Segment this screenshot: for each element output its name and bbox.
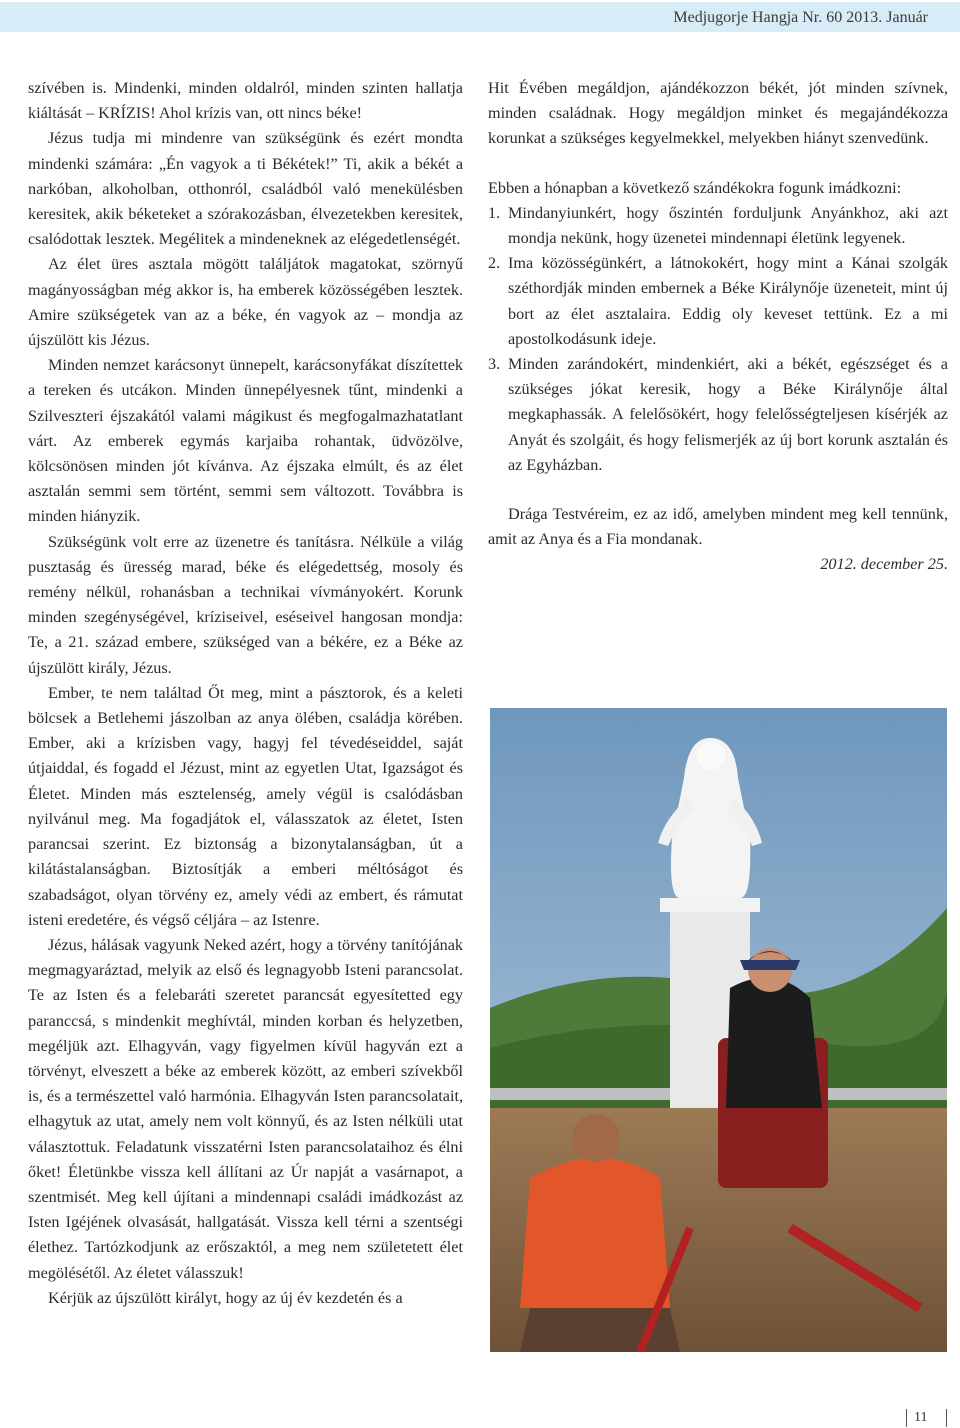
right-column <box>488 76 948 578</box>
paragraph: Az élet üres asztala mögött találjátok magatokat, szörnyű magányosságban még akkor is, ha emberek közösségében lesztek. Amire szükségetek van az a béke, én vagyok az – mondja az újszülött kis Jézus. <box>28 255 463 350</box>
intention-number: 3. <box>488 355 501 374</box>
opening-paragraph: Hit Évében megáldjon, ajándékozzon békét, jót minden szívnek, minden családnak. Hogy megáldjon minket és megajándékozza korunkat a szükséges kegyelmekkel, melyekben hiányt szenvedünk. <box>488 79 948 148</box>
footer-rule-right <box>946 1409 947 1427</box>
paragraph: Ember, te nem találtad Őt meg, mint a pásztorok, és a keleti bölcsek a Betlehemi jászolban az anya ölében, családja körében. Ember, aki a krízisben vagy, hagyj fel tévedéseiddel, saját útjaiddal, és fogadd el Jézust, mint az egyetlen Utat, Igazságot és Életet. Minden más esztelenség, amely végül is csalódásban nyilvánul meg. Ma fogadjátok el, válasszatok az életet, Isten parancsai szerint. Ez biztonság a bizonytalanságban, út a kilátástalanságban. Biztosítják a emberi méltóságot és szabadságot, olyan törvény ez, amely védi az embert, és rámutat isteni eredetére, és végső céljára – az Istenre. <box>28 683 463 929</box>
date-line: 2012. december 25. <box>820 555 948 574</box>
running-title: Medjugorje Hangja Nr. 60 2013. Január <box>673 9 928 26</box>
paragraph: Jézus tudja mi mindenre van szükségünk és ezért mondta mindenki számára: „Én vagyok a ti Békétek!” Ti, akik a békét a narkóban, alkoholban, otthonról, családból való menekülésben keresitek, akik béketeket a szórakozásban, élvezetekben keresitek, csalódottak lesztek. Megélitek a mindeneknek az elégedetlenségét. <box>28 129 463 249</box>
intention-text: Minden zarándokért, mindenkiért, aki a békét, egészséget és a szükséges jókat keresik, hogy a Béke Királynője által megkaphassák. A felelősökért, hogy felelősségteljesen kísérjék az Anyát és szolgáit, és hogy felismerjék az új bort korunk asztalán és az Egyházban. <box>508 355 948 474</box>
closing-paragraph: Drága Testvéreim, ez az idő, amelyben mindent meg kell tennünk, amit az Anya és a Fia mondanak. <box>488 505 948 549</box>
intention-item <box>488 201 948 251</box>
page-number: 11 <box>914 1410 928 1425</box>
intention-text: Mindanyiunkért, hogy őszintén forduljunk Anyánkhoz, aki azt mondja nekünk, hogy üzenetei mindennapi életünk legyenek. <box>508 203 948 248</box>
intention-number: 1. <box>488 203 501 222</box>
paragraph: Minden nemzet karácsonyt ünnepelt, karácsonyfákat díszítettek a tereken és utcákon. Minden ünnepélyesnek tűnt, mindenki a Szilveszteri éjszakától valami mágikust és megfogalmazhatatlant várt. Az emberek egymás karjaiba rohantak, üdvözölve, kölcsönösen minden jót kívánva. Az éjszaka elmúlt, és az élet asztalán semmi sem történt, semmi sem változott. Továbbra is minden hiányzik. <box>28 356 463 526</box>
intention-list <box>488 201 948 478</box>
footer-rule-left <box>906 1409 907 1427</box>
paragraph: szívében is. Mindenki, minden oldalról, minden szinten hallatja kiáltását – KRÍZIS! Ahol krízis van, ott nincs béke! <box>28 79 463 123</box>
paragraph: Kérjük az újszülött királyt, hogy az új év kezdetén és a <box>48 1288 403 1307</box>
intention-intro: Ebben a hónapban a következő szándékokra fogunk imádkozni: <box>488 178 902 197</box>
statue-photo <box>490 708 947 1352</box>
paragraph: Szükségünk volt erre az üzenetre és tanításra. Nélküle a világ pusztaság és üresség marad, béke és elégedettség, mosoly és remény nélkül, rohanásban a technikai vívmányokért. Korunk minden szegénységével, kríziseivel, eséseivel hangosan mondja: Te, a 21. század embere, szükséged van a békére, ez a Béke az újszülött király, Jézus. <box>28 532 463 677</box>
intention-number: 2. <box>488 254 501 273</box>
left-column <box>28 76 463 1311</box>
intention-text: Ima közösségünkért, a látnokokért, hogy mint a Kánai szolgák széthordják minden embernek a Béke Királynője üzeneteit, mint új bort az élet asztalaira. Eddig oly keveset tettünk. Ez a mi apostolkodásunk ideje. <box>508 254 948 348</box>
intention-item <box>488 352 948 478</box>
running-header-bar <box>0 2 960 32</box>
statue-photo-illustration <box>490 708 947 1352</box>
paragraph: Jézus, hálásak vagyunk Neked azért, hogy a törvény tanítójának megmagyaráztad, melyik az első és legnagyobb Isteni parancsolat. Te az Isten és a felebaráti szeretet parancsát egyesítetted egy paranccsá, s mindenkit meghívtál, minden korban és helyzetben, megéljük azt. Elhagyván, vagy figyelmen kívül hagyván ezt a törvényt, elveszett a béke az emberek között, az emberi szívekből is, és a természettel való harmónia. Elhagyván Isten parancsolatait, elhagytuk az utat, amely nem volt könnyű, és az Isten nélküli utat választottuk. Feladatunk visszatérni Isten parancsolataihoz és élni őket! Életünkbe vissza kell állítani az Úr napját a vasárnapot, a szentmisét. Meg kell újítani a mindennapi családi imádkozást az Isten Igéjének olvasását, hallgatását. Vissza kell térni a szentségi élethez. Tartózkodjunk az erőszaktól, a meg nem születetett élet megölésétől. Az életet válasszuk! <box>28 935 463 1282</box>
intention-item <box>488 251 948 352</box>
